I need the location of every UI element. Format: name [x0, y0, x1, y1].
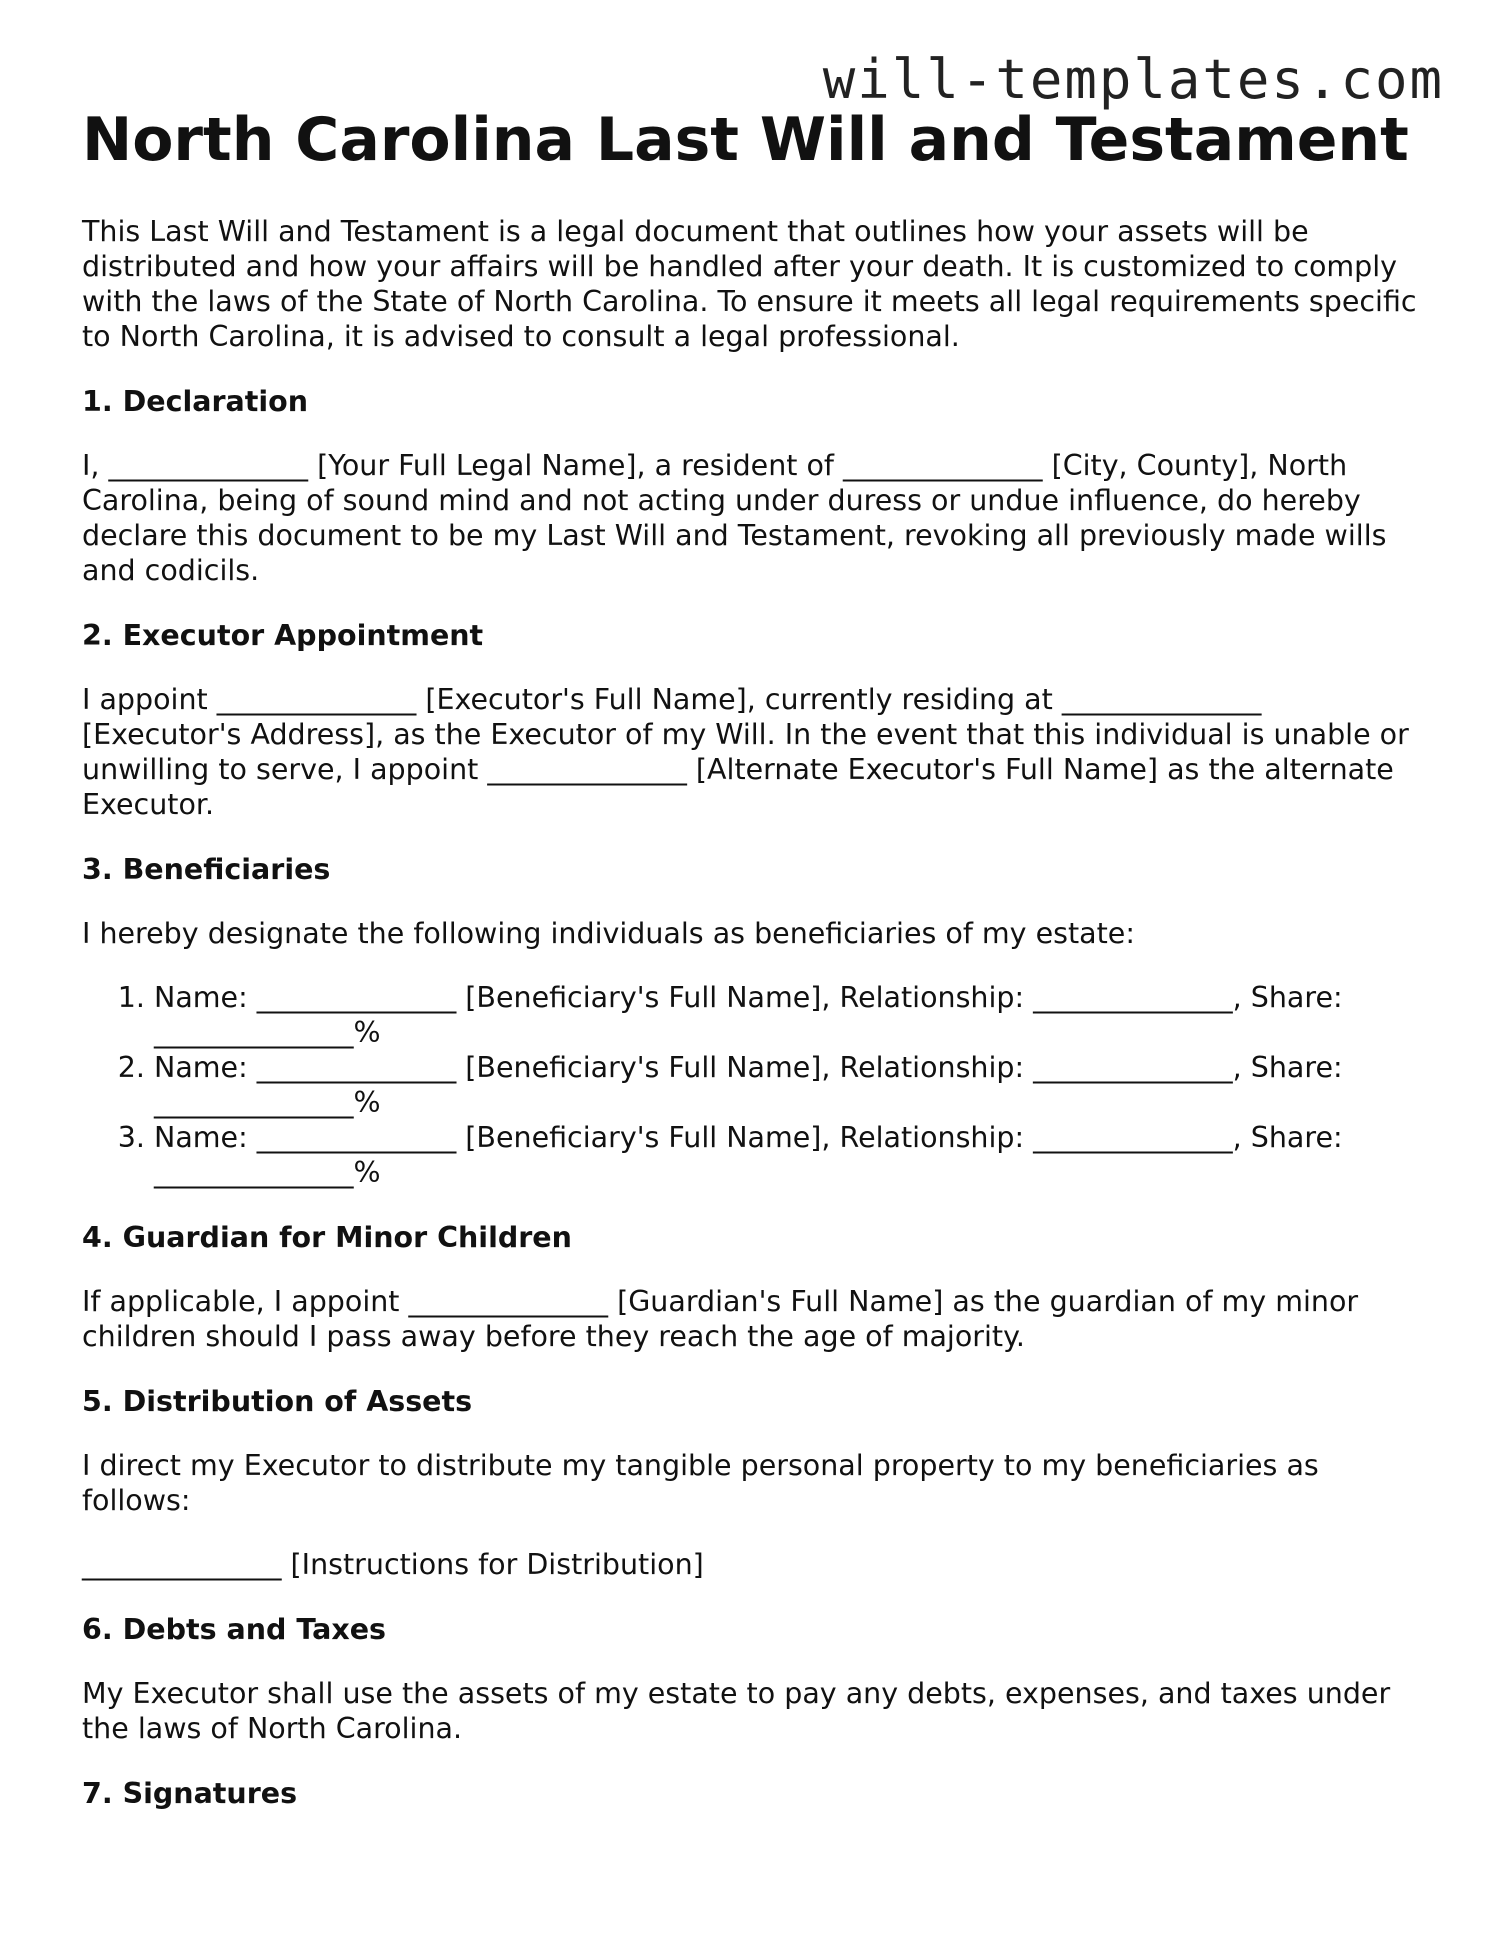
guardian-body: If applicable, I appoint ______________ [Guardian's Full Name] as the guardian of my minor children should I pass away before they reach the age of majority. — [82, 1285, 1359, 1353]
distribution-heading: 5. Distribution of Assets — [82, 1385, 473, 1418]
document-title: North Carolina Last Will and Testament — [82, 105, 1409, 175]
intro-paragraph: This Last Will and Testament is a legal document that outlines how your assets will be distributed and how your affairs will be handled after your death. It is customized to comply with the laws of the State of North Carolina. To ensure it meets all legal requirements specific to North Carolina, it is advised to consult a legal professional. — [82, 215, 1417, 353]
distribution-instructions: ______________ [Instructions for Distribution] — [82, 1548, 704, 1581]
beneficiary-item: 1. Name: ______________ [Beneficiary's Full Name], Relationship: ______________, Share: ______________% — [154, 980, 1422, 1050]
distribution-body: I direct my Executor to distribute my tangible personal property to my beneficiaries as follows: — [82, 1449, 1319, 1517]
guardian-heading: 4. Guardian for Minor Children — [82, 1221, 572, 1254]
beneficiary-item: 3. Name: ______________ [Beneficiary's Full Name], Relationship: ______________, Share: ______________% — [154, 1120, 1422, 1190]
declaration-body: I, ______________ [Your Full Legal Name], a resident of ______________ [City, County], North Carolina, being of sound mind and not acting under duress or undue influence, do hereby declare this document to be my Last Will and Testament, revoking all previously made wills and codicils. — [82, 449, 1387, 587]
site-watermark: will-templates.com — [822, 48, 1444, 111]
beneficiaries-list — [82, 980, 1422, 1190]
beneficiaries-body: I hereby designate the following individuals as beneficiaries of my estate: — [82, 917, 1135, 950]
declaration-heading: 1. Declaration — [82, 385, 309, 418]
debts-heading: 6. Debts and Taxes — [82, 1613, 386, 1646]
document — [82, 100, 1422, 1811]
debts-body: My Executor shall use the assets of my estate to pay any debts, expenses, and taxes under the laws of North Carolina. — [82, 1677, 1391, 1745]
executor-heading: 2. Executor Appointment — [82, 619, 484, 652]
beneficiaries-heading: 3. Beneficiaries — [82, 853, 331, 886]
signatures-heading: 7. Signatures — [82, 1777, 298, 1810]
beneficiary-item: 2. Name: ______________ [Beneficiary's Full Name], Relationship: ______________, Share: ______________% — [154, 1050, 1422, 1120]
executor-body: I appoint ______________ [Executor's Full Name], currently residing at ______________ [Executor's Address], as the Executor of my Will. In the event that this individual is unable or unwilling to serve, I appoint ______________ [Alternate Executor's Full Name] as the alternate Executor. — [82, 683, 1409, 821]
